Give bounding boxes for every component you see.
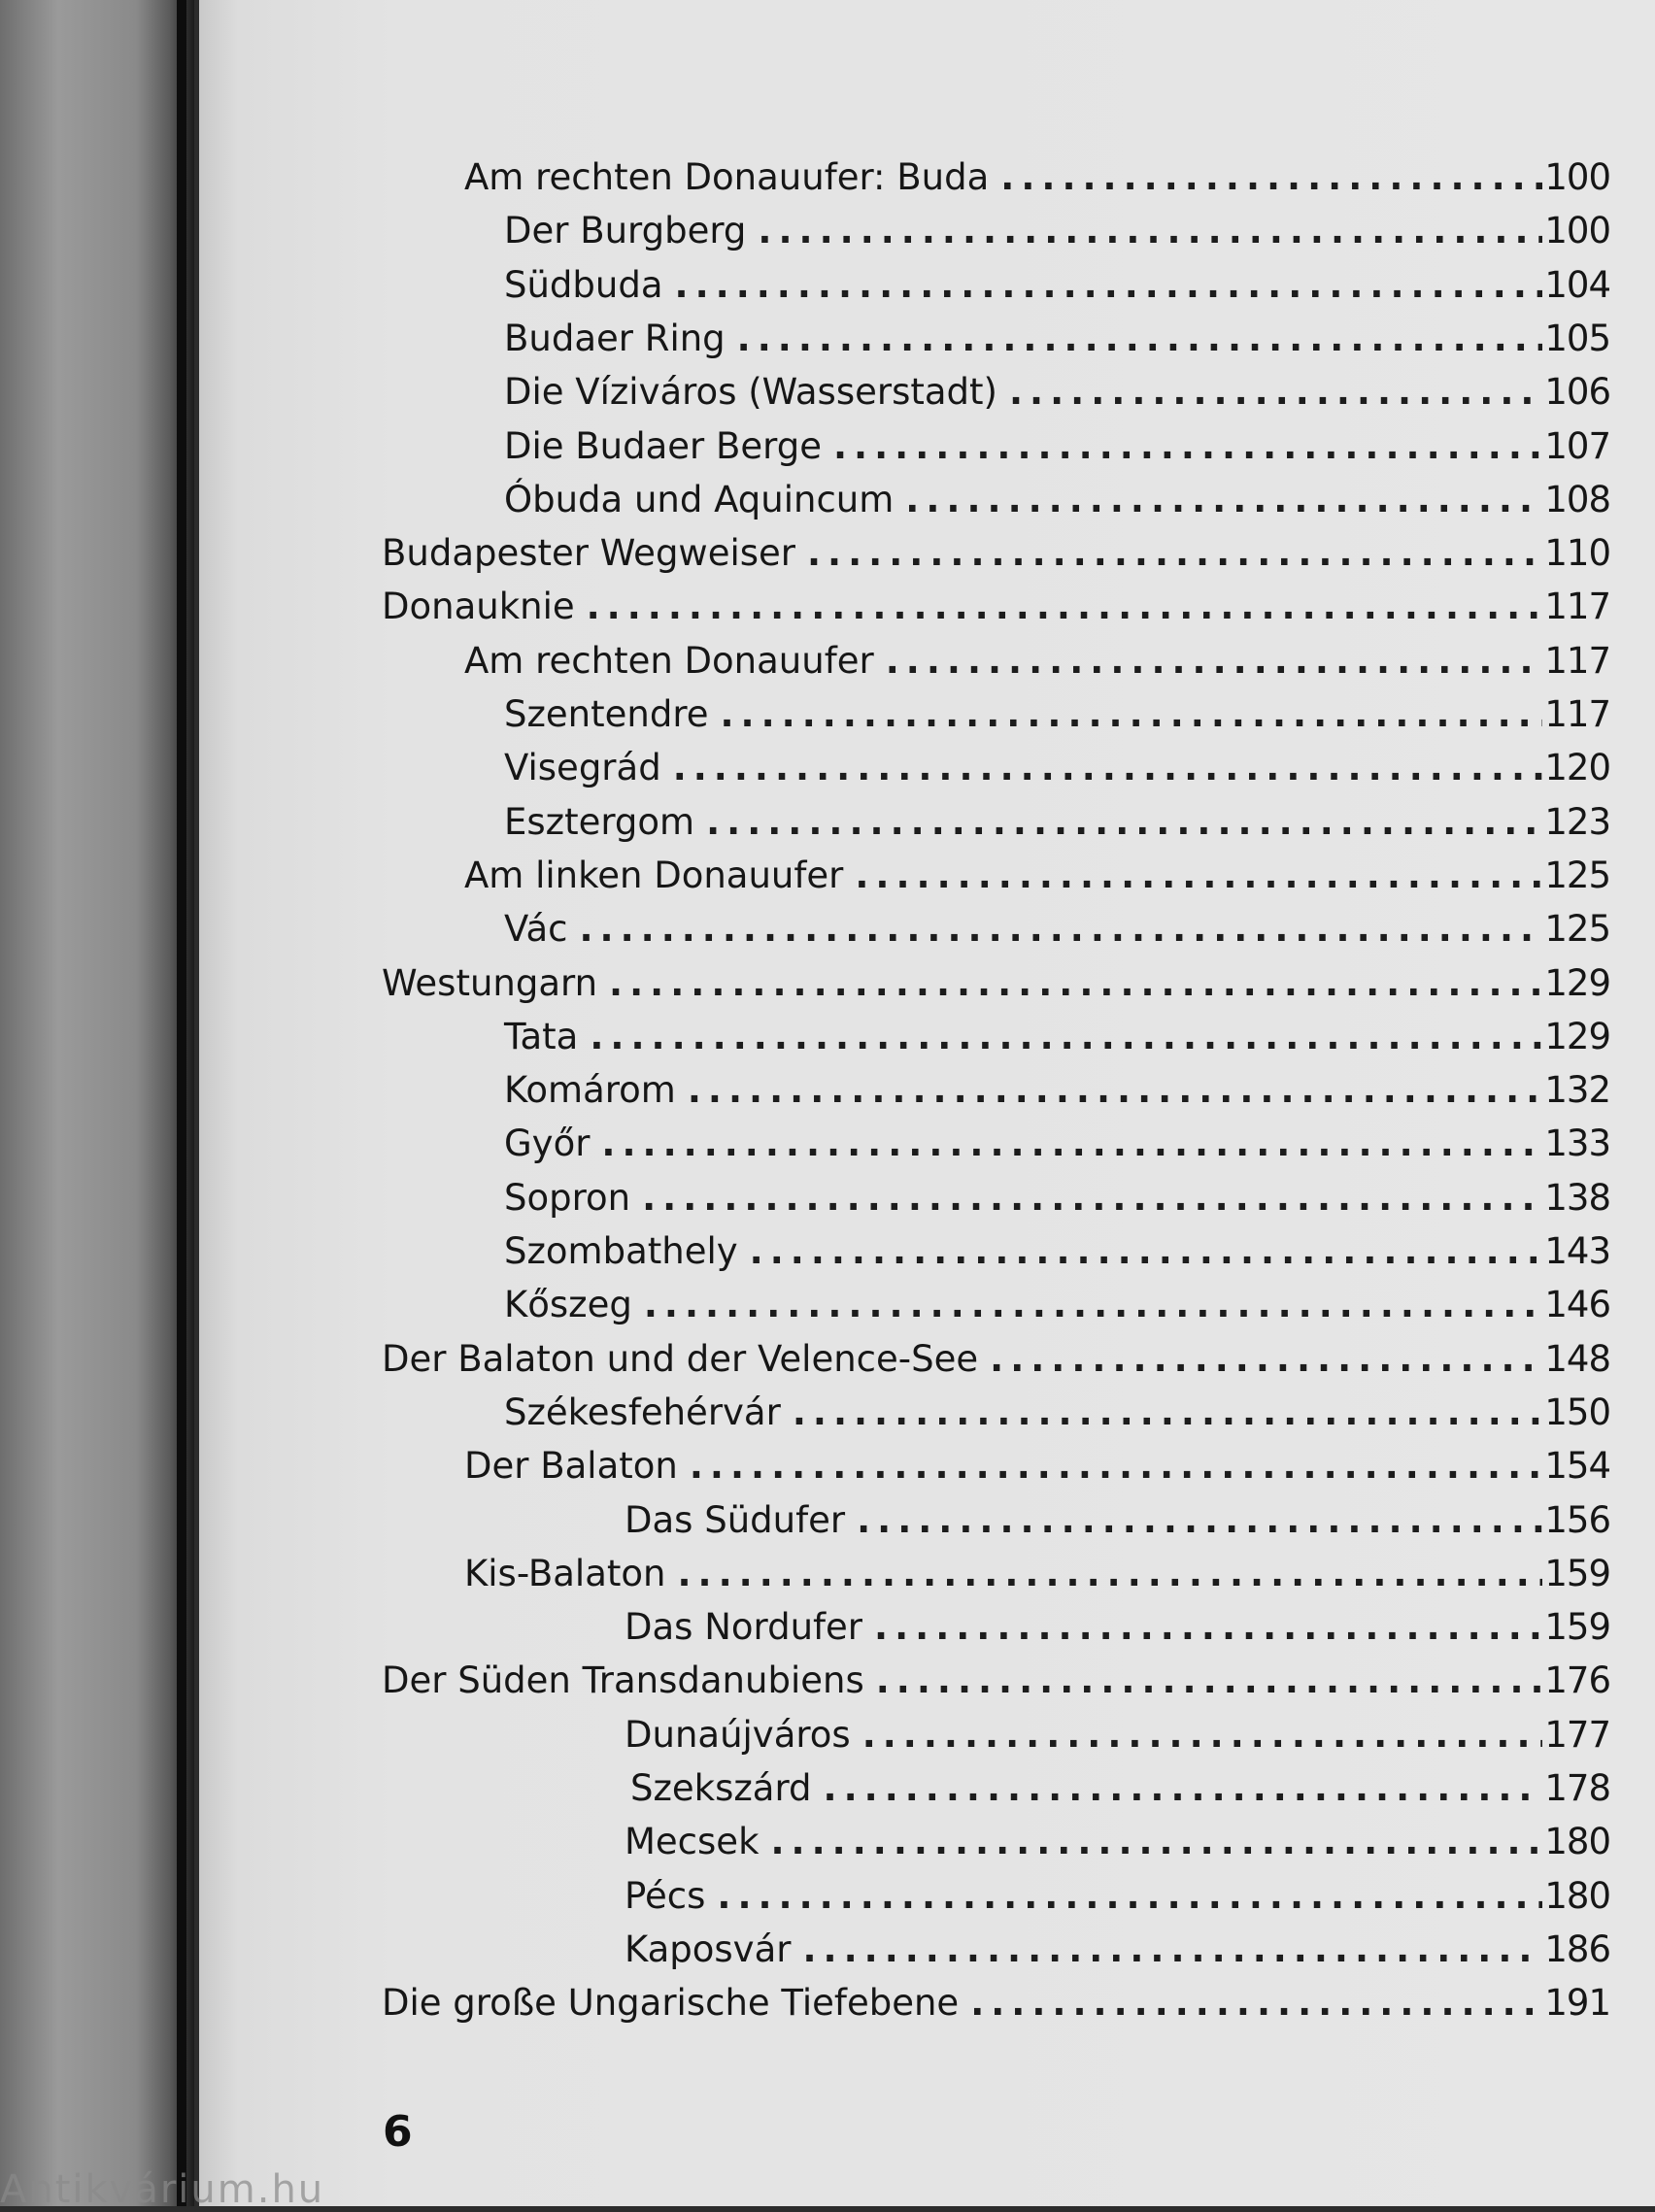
toc-entry — [0, 1869, 1655, 1924]
toc-entry — [0, 204, 1655, 258]
watermark: Antikvárium.hu — [0, 2167, 325, 2212]
toc-entry-page: 191 — [1544, 1982, 1610, 2025]
toc-entry-page: 180 — [1544, 1874, 1610, 1917]
toc-entry-title: Szombathely — [504, 1230, 738, 1272]
toc-dot-leader — [793, 1386, 1543, 1440]
toc-entry — [0, 526, 1655, 581]
toc-dot-leader — [579, 902, 1542, 956]
toc-entry-title: Vác — [504, 908, 568, 951]
toc-dot-leader — [862, 1708, 1543, 1762]
toc-dot-leader — [857, 1493, 1542, 1548]
toc-entry-line — [382, 526, 1610, 581]
toc-entry — [0, 1117, 1655, 1171]
toc-entry-page: 129 — [1544, 961, 1610, 1004]
toc-entry-title: Dunaújváros — [625, 1713, 851, 1756]
toc-dot-leader — [590, 1010, 1542, 1064]
toc-entry-line — [625, 1815, 1610, 1869]
toc-entry-title: Székesfehérvár — [504, 1391, 781, 1433]
toc-entry-line — [504, 419, 1610, 474]
toc-entry — [0, 1815, 1655, 1869]
toc-entry-page: 132 — [1544, 1069, 1610, 1112]
toc-dot-leader — [721, 687, 1543, 742]
toc-entry-page: 177 — [1544, 1713, 1610, 1756]
toc-entry-line — [504, 1224, 1610, 1279]
toc-entry-page: 154 — [1544, 1445, 1610, 1488]
toc-entry — [0, 1063, 1655, 1118]
toc-entry-line — [382, 580, 1610, 634]
toc-entry — [0, 795, 1655, 850]
toc-entry — [0, 473, 1655, 527]
toc-entry-page: 117 — [1544, 693, 1610, 735]
toc-entry-page: 186 — [1544, 1927, 1610, 1970]
toc-entry-page: 159 — [1544, 1606, 1610, 1649]
toc-entry — [0, 1171, 1655, 1225]
toc-entry-title: Am rechten Donauufer: Buda — [464, 156, 990, 198]
toc-entry — [0, 312, 1655, 366]
toc-entry-title: Die große Ungarische Tiefebene — [382, 1982, 960, 2025]
toc-entry-title: Südbuda — [504, 263, 663, 306]
toc-entry-line — [504, 1010, 1610, 1064]
toc-entry-page: 129 — [1544, 1015, 1610, 1057]
toc-entry-title: Die Budaer Berge — [504, 424, 822, 467]
toc-dot-leader — [688, 1063, 1543, 1118]
toc-entry — [0, 956, 1655, 1011]
toc-entry-line — [464, 1547, 1610, 1601]
toc-entry — [0, 1923, 1655, 1977]
toc-entry — [0, 258, 1655, 313]
toc-entry-title: Esztergom — [504, 800, 695, 843]
toc-entry-title: Szentendre — [504, 693, 709, 735]
toc-entry-line — [504, 902, 1610, 956]
toc-entry-line — [382, 1654, 1610, 1708]
toc-entry — [0, 902, 1655, 956]
toc-dot-leader — [824, 1761, 1543, 1816]
toc-entry-page: 138 — [1544, 1176, 1610, 1219]
toc-dot-leader — [737, 312, 1543, 366]
toc-entry — [0, 1493, 1655, 1548]
toc-dot-leader — [644, 1278, 1543, 1332]
toc-entry-title: Kaposvár — [625, 1927, 792, 1970]
toc-dot-leader — [717, 1869, 1542, 1924]
toc-entry-title: Donauknie — [382, 586, 575, 628]
toc-entry-title: Die Víziváros (Wasserstadt) — [504, 371, 997, 414]
toc-entry-page: 178 — [1544, 1767, 1610, 1809]
toc-entry-title: Westungarn — [382, 961, 598, 1004]
toc-entry-page: 120 — [1544, 747, 1610, 789]
toc-entry-line — [382, 956, 1610, 1011]
toc-dot-leader — [970, 1976, 1542, 2030]
toc-entry-line — [504, 1171, 1610, 1225]
toc-entry-page: 117 — [1544, 639, 1610, 682]
toc-entry-page: 143 — [1544, 1230, 1610, 1272]
toc-entry-line — [504, 795, 1610, 850]
toc-entry-page: 110 — [1544, 532, 1610, 575]
toc-entry — [0, 419, 1655, 474]
toc-entry-line — [625, 1493, 1610, 1548]
toc-entry-line — [625, 1708, 1610, 1762]
toc-entry-line — [504, 312, 1610, 366]
toc-entry-line — [504, 1386, 1610, 1440]
toc-dot-leader — [1009, 365, 1542, 419]
toc-entry — [0, 1010, 1655, 1064]
toc-entry-line — [504, 1278, 1610, 1332]
toc-entry-line — [504, 1117, 1610, 1171]
toc-entry-page: 106 — [1544, 371, 1610, 414]
toc-entry-title: Kőszeg — [504, 1284, 632, 1326]
toc-entry — [0, 365, 1655, 419]
toc-entry-line — [464, 849, 1610, 903]
toc-dot-leader — [673, 741, 1543, 795]
toc-entry — [0, 1761, 1655, 1816]
toc-entry-line — [625, 1923, 1610, 1977]
toc-entry-title: Budaer Ring — [504, 317, 726, 359]
toc-entry-title: Sopron — [504, 1176, 631, 1219]
toc-entry-page: 123 — [1544, 800, 1610, 843]
toc-dot-leader — [601, 1117, 1542, 1171]
toc-entry-page: 104 — [1544, 263, 1610, 306]
toc-entry-page: 176 — [1544, 1659, 1610, 1702]
toc-dot-leader — [690, 1439, 1543, 1493]
toc-entry — [0, 580, 1655, 634]
toc-entry-line — [504, 741, 1610, 795]
toc-entry — [0, 1439, 1655, 1493]
toc-dot-leader — [905, 473, 1542, 527]
toc-entry — [0, 1708, 1655, 1762]
toc-entry-title: Am linken Donauufer — [464, 854, 844, 896]
toc-entry-title: Mecsek — [625, 1821, 760, 1863]
toc-dot-leader — [855, 849, 1542, 903]
toc-entry-page: 125 — [1544, 908, 1610, 951]
toc-entry-title: Óbuda und Aquincum — [504, 478, 895, 520]
toc-entry-page: 108 — [1544, 478, 1610, 520]
toc-entry — [0, 1600, 1655, 1655]
toc-entry-title: Der Süden Transdanubiens — [382, 1659, 864, 1702]
toc-dot-leader — [677, 1547, 1542, 1601]
toc-dot-leader — [587, 580, 1543, 634]
toc-entry-title: Der Burgberg — [504, 210, 747, 252]
toc-entry-title: Budapester Wegweiser — [382, 532, 795, 575]
toc-entry-title: Kis-Balaton — [464, 1552, 666, 1594]
toc-entry-line — [504, 204, 1610, 258]
toc-entry-title: Visegrád — [504, 747, 661, 789]
toc-dot-leader — [675, 258, 1543, 313]
toc-entry-line — [625, 1869, 1610, 1924]
toc-entry-page: 117 — [1544, 586, 1610, 628]
toc-entry — [0, 1332, 1655, 1387]
toc-entry — [0, 849, 1655, 903]
toc-entry-line — [504, 365, 1610, 419]
toc-entry-line — [625, 1600, 1610, 1655]
toc-entry-page: 148 — [1544, 1337, 1610, 1380]
toc-entry-line — [504, 258, 1610, 313]
toc-entry — [0, 1547, 1655, 1601]
toc-entry-page: 125 — [1544, 854, 1610, 896]
toc-entry-page: 100 — [1544, 156, 1610, 198]
toc-dot-leader — [876, 1654, 1543, 1708]
toc-entry-title: Der Balaton — [464, 1445, 678, 1488]
toc-dot-leader — [874, 1600, 1542, 1655]
toc-entry-title: Pécs — [625, 1874, 706, 1917]
toc-dot-leader — [990, 1332, 1542, 1387]
toc-entry-line — [464, 634, 1610, 688]
toc-dot-leader — [758, 204, 1542, 258]
toc-dot-leader — [1000, 151, 1542, 205]
toc-entry-page: 133 — [1544, 1123, 1610, 1165]
toc-dot-leader — [609, 956, 1542, 1011]
toc-entry-title: Das Südufer — [625, 1498, 846, 1541]
toc-entry-line — [382, 1332, 1610, 1387]
toc-entry-page: 159 — [1544, 1552, 1610, 1594]
toc-dot-leader — [750, 1224, 1543, 1279]
toc-entry-page: 146 — [1544, 1284, 1610, 1326]
toc-entry-page: 100 — [1544, 210, 1610, 252]
toc-entry-line — [504, 1063, 1610, 1118]
toc-dot-leader — [642, 1171, 1542, 1225]
toc-entry — [0, 151, 1655, 205]
toc-dot-leader — [802, 1923, 1542, 1977]
toc-entry-line — [504, 687, 1610, 742]
toc-entry-page: 105 — [1544, 317, 1610, 359]
toc-dot-leader — [807, 526, 1542, 581]
toc-entry-line — [504, 473, 1610, 527]
toc-entry — [0, 1654, 1655, 1708]
page-number: 6 — [383, 2107, 413, 2157]
toc-dot-leader — [833, 419, 1542, 474]
toc-entry — [0, 687, 1655, 742]
toc-entry — [0, 1278, 1655, 1332]
toc-entry-line — [382, 1976, 1610, 2030]
toc-entry — [0, 741, 1655, 795]
toc-entry-title: Tata — [504, 1015, 579, 1057]
toc-entry-line — [464, 1439, 1610, 1493]
toc-entry-line — [630, 1761, 1610, 1816]
toc-entry — [0, 1386, 1655, 1440]
toc-entry-title: Szekszárd — [630, 1767, 812, 1809]
toc-dot-leader — [771, 1815, 1543, 1869]
toc-entry-page: 150 — [1544, 1391, 1610, 1433]
toc-entry-page: 156 — [1544, 1498, 1610, 1541]
toc-dot-leader — [886, 634, 1543, 688]
toc-entry — [0, 1976, 1655, 2030]
toc-entry-page: 107 — [1544, 424, 1610, 467]
toc-entry — [0, 1224, 1655, 1279]
toc-entry-title: Der Balaton und der Velence-See — [382, 1337, 979, 1380]
toc-entry-title: Komárom — [504, 1069, 676, 1112]
toc-entry-line — [464, 151, 1610, 205]
toc-entry-title: Das Nordufer — [625, 1606, 863, 1649]
toc-dot-leader — [706, 795, 1542, 850]
toc-entry — [0, 634, 1655, 688]
toc-entry-page: 180 — [1544, 1821, 1610, 1863]
toc-entry-title: Am rechten Donauufer — [464, 639, 874, 682]
toc-entry-title: Győr — [504, 1123, 591, 1165]
